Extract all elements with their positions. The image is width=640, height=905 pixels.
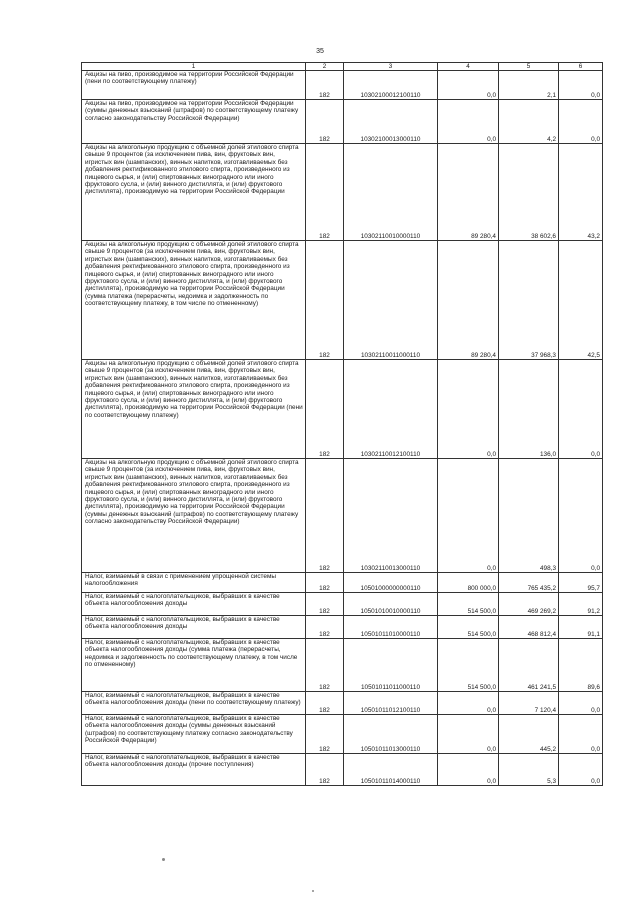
fact-amount-cell: 4,2 (499, 100, 559, 144)
plan-amount-cell: 0,0 (438, 459, 499, 573)
scan-speck (312, 890, 314, 892)
admin-code-cell: 182 (306, 715, 344, 754)
percent-cell: 0,0 (559, 100, 603, 144)
budget-code-cell: 10501010010000110 (344, 593, 438, 616)
plan-amount-cell: 89 280,4 (438, 144, 499, 241)
admin-code-cell: 182 (306, 692, 344, 715)
column-header: 2 (306, 63, 344, 71)
column-header: 1 (82, 63, 306, 71)
revenue-table (81, 62, 603, 786)
plan-amount-cell: 514 500,0 (438, 639, 499, 692)
column-header: 6 (559, 63, 603, 71)
percent-cell: 0,0 (559, 71, 603, 100)
column-header: 4 (438, 63, 499, 71)
percent-cell: 95,7 (559, 573, 603, 593)
row-name-cell: Акцизы на пиво, производимое на территории Российской Федерации (суммы денежных взысканий (штрафов) по соответствующему платежу согласно законодательству Российской Федерации) (82, 100, 306, 144)
column-header: 3 (344, 63, 438, 71)
scan-speck (162, 858, 165, 861)
percent-cell: 0,0 (559, 459, 603, 573)
fact-amount-cell: 445,2 (499, 715, 559, 754)
budget-code-cell: 10302110013000110 (344, 459, 438, 573)
fact-amount-cell: 7 120,4 (499, 692, 559, 715)
admin-code-cell: 182 (306, 100, 344, 144)
plan-amount-cell: 0,0 (438, 100, 499, 144)
admin-code-cell: 182 (306, 459, 344, 573)
fact-amount-cell: 2,1 (499, 71, 559, 100)
table-row (82, 71, 603, 100)
table-header-row (82, 63, 603, 71)
plan-amount-cell: 0,0 (438, 754, 499, 786)
row-name-cell: Акцизы на алкогольную продукцию с объемной долей этилового спирта свыше 9 процентов (за исключением пива, вин, фруктовых вин, игристых вин (шампанских), винных напитков, изготавливаемых без добавления ректификованного этилового спирта, произведенного из пищевого сырья, и (или) спиртованных виноградного или иного фруктового сусла, и (или) винного дистиллята, и (или) фруктового дистиллята), производимую на территории Российской Федерации (пени по соответствующему платежу) (82, 360, 306, 459)
table-row (82, 692, 603, 715)
row-name-cell: Налог, взимаемый с налогоплательщиков, выбравших в качестве объекта налогообложения доходы (пени по соответствующему платежу) (82, 692, 306, 715)
table-row (82, 241, 603, 360)
percent-cell: 0,0 (559, 692, 603, 715)
admin-code-cell: 182 (306, 71, 344, 100)
table-row (82, 639, 603, 692)
admin-code-cell: 182 (306, 360, 344, 459)
row-name-cell: Налог, взимаемый с налогоплательщиков, выбравших в качестве объекта налогообложения доходы (82, 616, 306, 639)
budget-code-cell: 10501011012100110 (344, 692, 438, 715)
table-row (82, 459, 603, 573)
table-row (82, 715, 603, 754)
budget-code-cell: 10501011010000110 (344, 616, 438, 639)
plan-amount-cell: 0,0 (438, 71, 499, 100)
row-name-cell: Налог, взимаемый в связи с применением упрощенной системы налогообложения (82, 573, 306, 593)
fact-amount-cell: 461 241,5 (499, 639, 559, 692)
row-name-cell: Налог, взимаемый с налогоплательщиков, выбравших в качестве объекта налогообложения доходы (суммы денежных взысканий (штрафов) по соответствующему платежу согласно законодательству Российской Федерации) (82, 715, 306, 754)
plan-amount-cell: 89 280,4 (438, 241, 499, 360)
budget-code-cell: 10302100012100110 (344, 71, 438, 100)
fact-amount-cell: 37 968,3 (499, 241, 559, 360)
percent-cell: 0,0 (559, 715, 603, 754)
table-row (82, 593, 603, 616)
fact-amount-cell: 498,3 (499, 459, 559, 573)
fact-amount-cell: 469 269,2 (499, 593, 559, 616)
table-row (82, 754, 603, 786)
budget-code-cell: 10302110011000110 (344, 241, 438, 360)
budget-code-cell: 10302110010000110 (344, 144, 438, 241)
fact-amount-cell: 38 602,6 (499, 144, 559, 241)
budget-code-cell: 10302100013000110 (344, 100, 438, 144)
table-row (82, 360, 603, 459)
fact-amount-cell: 765 435,2 (499, 573, 559, 593)
row-name-cell: Акцизы на алкогольную продукцию с объемной долей этилового спирта свыше 9 процентов (за исключением пива, вин, фруктовых вин, игристых вин (шампанских), винных напитков, изготавливаемых без добавления ректификованного этилового спирта, произведенного из пищевого сырья, и (или) спиртованных виноградного или иного фруктового сусла, и (или) винного дистиллята, и (или) фруктового дистиллята), производимую на территории Российской Федерации (сумма платежа (перерасчеты, недоимка и задолженность по соответствующему платежу, в том числе по отмененному) (82, 241, 306, 360)
table-row (82, 573, 603, 593)
percent-cell: 89,6 (559, 639, 603, 692)
percent-cell: 91,1 (559, 616, 603, 639)
table-row (82, 144, 603, 241)
plan-amount-cell: 514 500,0 (438, 593, 499, 616)
admin-code-cell: 182 (306, 241, 344, 360)
percent-cell: 0,0 (559, 754, 603, 786)
row-name-cell: Акцизы на алкогольную продукцию с объемной долей этилового спирта свыше 9 процентов (за исключением пива, вин, фруктовых вин, игристых вин (шампанских), винных напитков, изготавливаемых без добавления ректификованного этилового спирта, произведенного из пищевого сырья, и (или) спиртованных виноградного или иного фруктового сусла, и (или) винного дистиллята, и (или) фруктового дистиллята), производимую на территории Российской Федерации (82, 144, 306, 241)
fact-amount-cell: 468 812,4 (499, 616, 559, 639)
admin-code-cell: 182 (306, 754, 344, 786)
admin-code-cell: 182 (306, 616, 344, 639)
row-name-cell: Налог, взимаемый с налогоплательщиков, выбравших в качестве объекта налогообложения доходы (82, 593, 306, 616)
plan-amount-cell: 0,0 (438, 715, 499, 754)
budget-code-cell: 10302110012100110 (344, 360, 438, 459)
row-name-cell: Налог, взимаемый с налогоплательщиков, выбравших в качестве объекта налогообложения доходы (сумма платежа (перерасчеты, недоимка и задолженность по соответствующему платежу, в том числе по отмененному) (82, 639, 306, 692)
plan-amount-cell: 0,0 (438, 692, 499, 715)
plan-amount-cell: 800 000,0 (438, 573, 499, 593)
budget-code-cell: 10501011014000110 (344, 754, 438, 786)
table-row (82, 100, 603, 144)
percent-cell: 43,2 (559, 144, 603, 241)
percent-cell: 42,5 (559, 241, 603, 360)
admin-code-cell: 182 (306, 144, 344, 241)
column-header: 5 (499, 63, 559, 71)
budget-code-cell: 10501011011000110 (344, 639, 438, 692)
budget-code-cell: 10501011013000110 (344, 715, 438, 754)
plan-amount-cell: 0,0 (438, 360, 499, 459)
admin-code-cell: 182 (306, 593, 344, 616)
fact-amount-cell: 5,3 (499, 754, 559, 786)
fact-amount-cell: 136,0 (499, 360, 559, 459)
row-name-cell: Налог, взимаемый с налогоплательщиков, выбравших в качестве объекта налогообложения доходы (прочие поступления) (82, 754, 306, 786)
percent-cell: 91,2 (559, 593, 603, 616)
table-row (82, 616, 603, 639)
budget-code-cell: 10501000000000110 (344, 573, 438, 593)
admin-code-cell: 182 (306, 639, 344, 692)
plan-amount-cell: 514 500,0 (438, 616, 499, 639)
page-number: 35 (316, 48, 324, 55)
row-name-cell: Акцизы на пиво, производимое на территории Российской Федерации (пени по соответствующему платежу) (82, 71, 306, 100)
row-name-cell: Акцизы на алкогольную продукцию с объемной долей этилового спирта свыше 9 процентов (за исключением пива, вин, фруктовых вин, игристых вин (шампанских), винных напитков, изготавливаемых без добавления ректификованного этилового спирта, произведенного из пищевого сырья, и (или) спиртованных виноградного или иного фруктового сусла, и (или) винного дистиллята, и (или) фруктового дистиллята), производимую на территории Российской Федерации (суммы денежных взысканий (штрафов) по соответствующему платежу согласно законодательству Российской Федерации) (82, 459, 306, 573)
percent-cell: 0,0 (559, 360, 603, 459)
admin-code-cell: 182 (306, 573, 344, 593)
